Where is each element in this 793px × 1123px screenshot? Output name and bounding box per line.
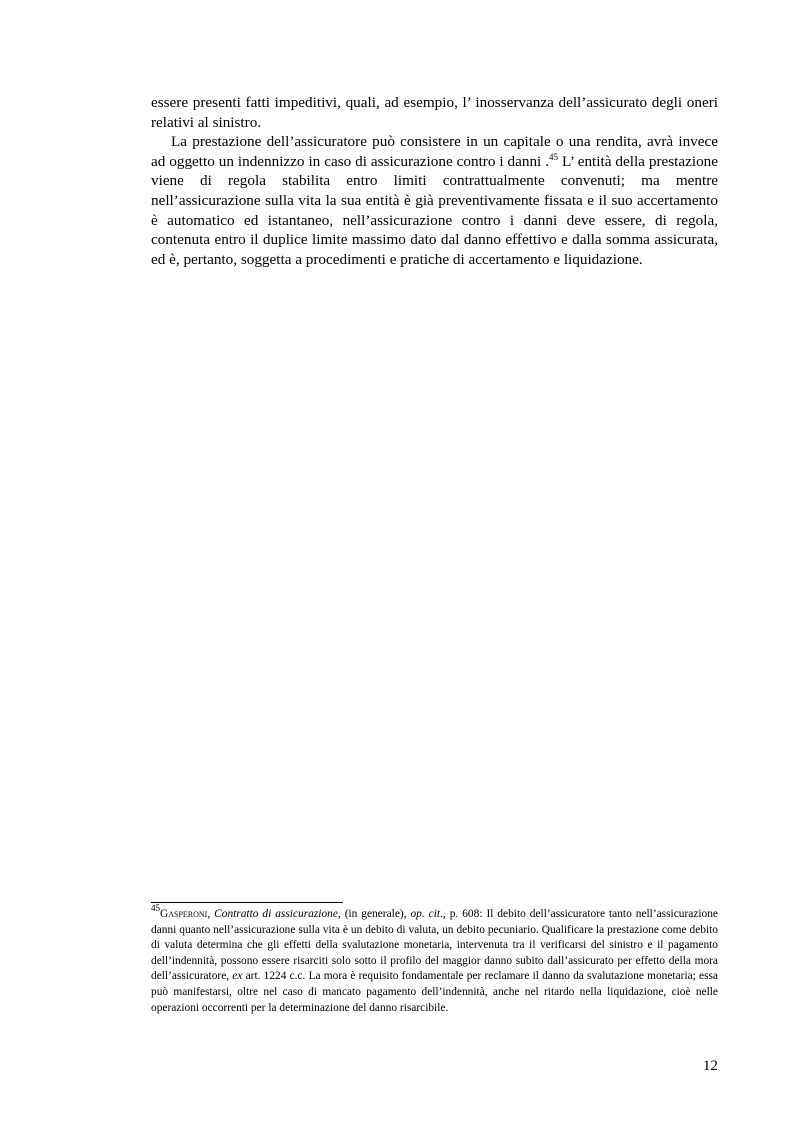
footnote-ref-45[interactable]: 45	[549, 151, 559, 162]
footnote-number: 45	[151, 903, 160, 913]
paragraph-2-text-start: La prestazione dell’assicuratore può consistere in un capitale o una rendita, avrà invece ad oggetto un indennizzo in caso di assicurazione contro i danni .	[151, 133, 718, 170]
body-text	[151, 93, 718, 269]
footnote-opcit: op. cit	[410, 908, 441, 920]
footnote-paragraph	[151, 903, 718, 1016]
footnote-author: Gasperoni	[160, 908, 208, 920]
paragraph-2-text-end: L’ entità della prestazione viene di regola stabilita entro limiti contrattualmente convenuti; ma mentre nell’assicurazione sulla vita la sua entità è già preventivamente fissata e il suo accertamento è automatico ed istantaneo, nell’assicurazione contro i danni deve essere, di regola, contenuta entro il duplice limite massimo dato dal danno effettivo e dalla somma assicurata, ed è, pertanto, soggetta a procedimenti e pratiche di accertamento e liquidazione.	[151, 152, 719, 268]
footnote-sep-2: , (in generale),	[337, 908, 411, 920]
paragraph-2	[151, 132, 718, 269]
footnote-title: Contratto di assicurazione	[214, 908, 338, 920]
footnote-ex: ex	[232, 970, 243, 983]
paragraph-1: essere presenti fatti impeditivi, quali, ad esempio, l’ inosservanza dell’assicurato degli oneri relativi al sinistro.	[151, 94, 718, 131]
footnote-45	[151, 903, 718, 1016]
footnote-text-2: art. 1224 c.c. La mora è requisito fondamentale per reclamare il danno da svalutazione monetaria; essa può manifestarsi, oltre nel caso di mancato pagamento dell’indennità, anche nel ritardo nella liquidazione, cioè nelle operazioni occorrenti per la determinazione del danno risarcibile.	[151, 970, 718, 1014]
footnote-separator	[151, 902, 343, 903]
footnote-sep-1: ,	[207, 908, 215, 920]
footnote-text-1: ., p. 608: Il debito dell’assicuratore tanto nell’assicurazione danni quanto nell’assicurazione sulla vita è un debito di valuta, un debito pecuniario. Qualificare la prestazione come debito di valuta determina che gli effetti della svalutazione monetaria, intervenuta tra il verificarsi del sinistro e il pagamento dell’indennità, possono essere risarciti solo sotto il profilo del maggior danno subito dall’assicurato per effetto della mora dell’assicuratore,	[151, 908, 718, 983]
page-number: 12	[702, 1057, 718, 1074]
